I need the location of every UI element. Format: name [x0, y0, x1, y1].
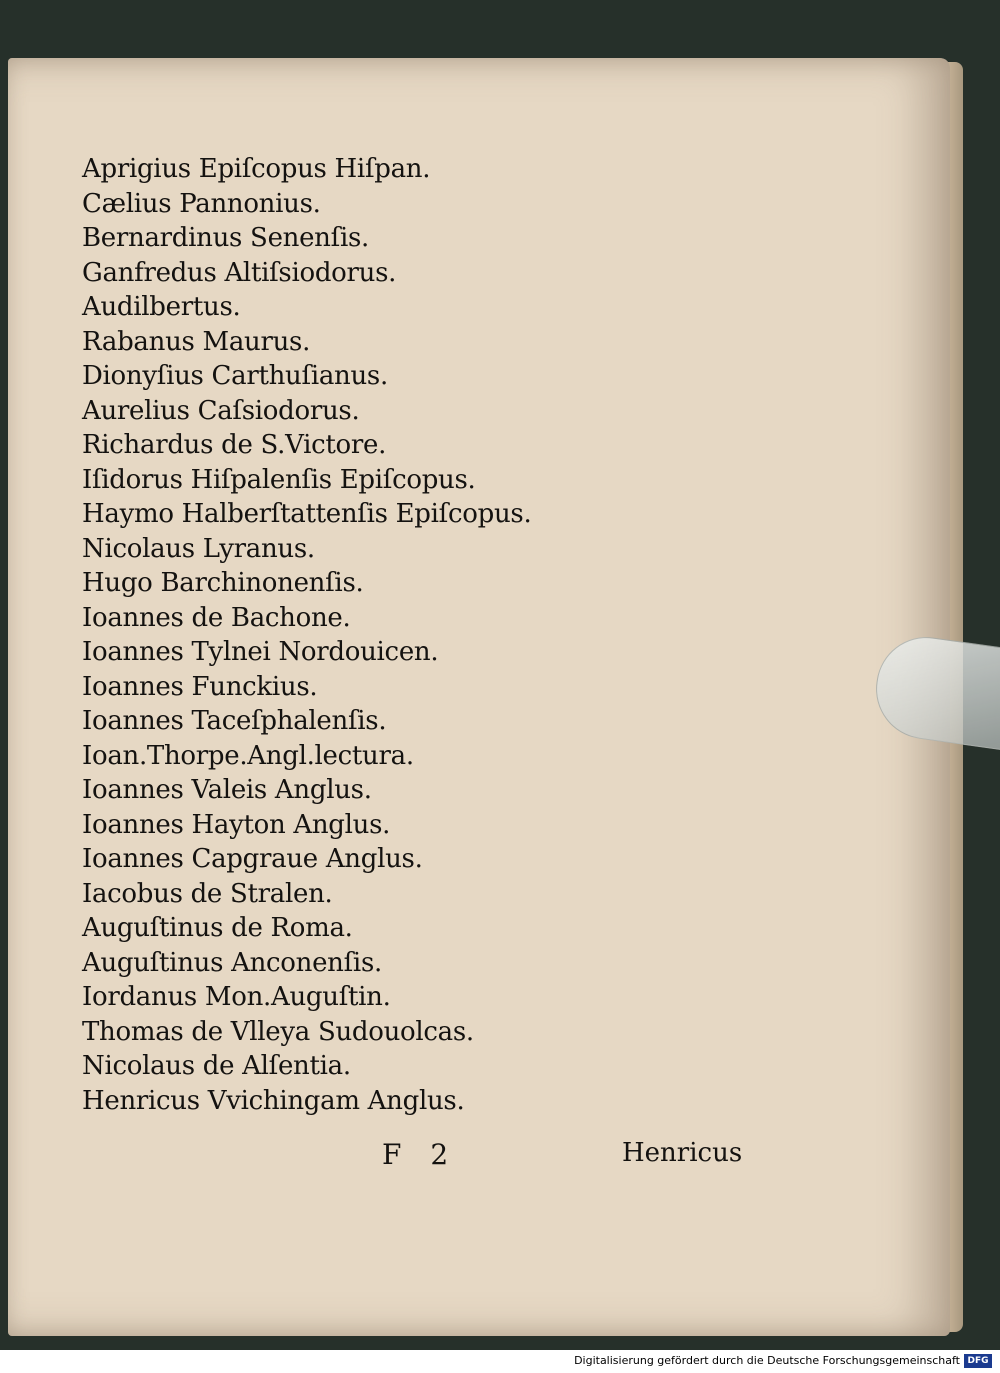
list-item: Ioannes Capgraue Anglus. — [82, 844, 423, 874]
list-item: Ioannes Tylnei Nordouicen. — [82, 637, 439, 667]
dfg-logo-icon: DFG — [964, 1354, 992, 1368]
show-through-text — [715, 135, 935, 1135]
list-item: Richardus de S.Victore. — [82, 430, 387, 460]
list-item: Auguſtinus de Roma. — [82, 913, 353, 943]
list-item: Hugo Barchinonenſis. — [82, 568, 364, 598]
list-item: Henricus Vvichingam Anglus. — [82, 1085, 465, 1116]
list-item: Ioannes Funckius. — [82, 671, 318, 702]
list-item: Ganfredus Altiſsiodorus. — [82, 257, 397, 288]
list-item: Nicolaus Lyranus. — [82, 533, 315, 564]
list-item: Haymo Halberſtattenſis Epiſcopus. — [82, 499, 532, 529]
catchword: Henricus — [622, 1138, 743, 1168]
credit-text: Digitalisierung gefördert durch die Deutsche Forschungsgemeinschaft — [574, 1354, 960, 1367]
list-item: Bernardinus Senenſis. — [82, 223, 369, 253]
list-item: Ioannes Valeis Anglus. — [82, 775, 372, 805]
list-item: Ioannes Taceſphalenſis. — [82, 706, 387, 736]
list-item: Nicolaus de Alſentia. — [82, 1051, 351, 1081]
list-item: Rabanus Maurus. — [82, 326, 311, 357]
list-item: Iſidorus Hiſpalenſis Epiſcopus. — [82, 464, 476, 495]
list-item: Ioannes Hayton Anglus. — [82, 809, 391, 840]
signature-mark: F 2 — [382, 1138, 459, 1171]
list-item: Dionyſius Carthuſianus. — [82, 361, 388, 391]
list-item: Audilbertus. — [82, 292, 241, 322]
list-item: Iordanus Mon.Auguſtin. — [82, 982, 391, 1012]
list-item: Ioan.Thorpe.Angl.lectura. — [82, 740, 414, 771]
list-item: Auguſtinus Anconenſis. — [82, 947, 382, 978]
list-item: Aprigius Epiſcopus Hiſpan. — [82, 154, 431, 184]
list-item: Thomas de Vlleya Sudouolcas. — [82, 1016, 474, 1047]
author-list — [82, 152, 531, 1118]
list-item: Aurelius Caſsiodorus. — [82, 395, 360, 426]
list-item: Iacobus de Stralen. — [82, 878, 333, 909]
list-item: Ioannes de Bachone. — [82, 602, 351, 633]
list-item: Cælius Pannonius. — [82, 188, 321, 219]
